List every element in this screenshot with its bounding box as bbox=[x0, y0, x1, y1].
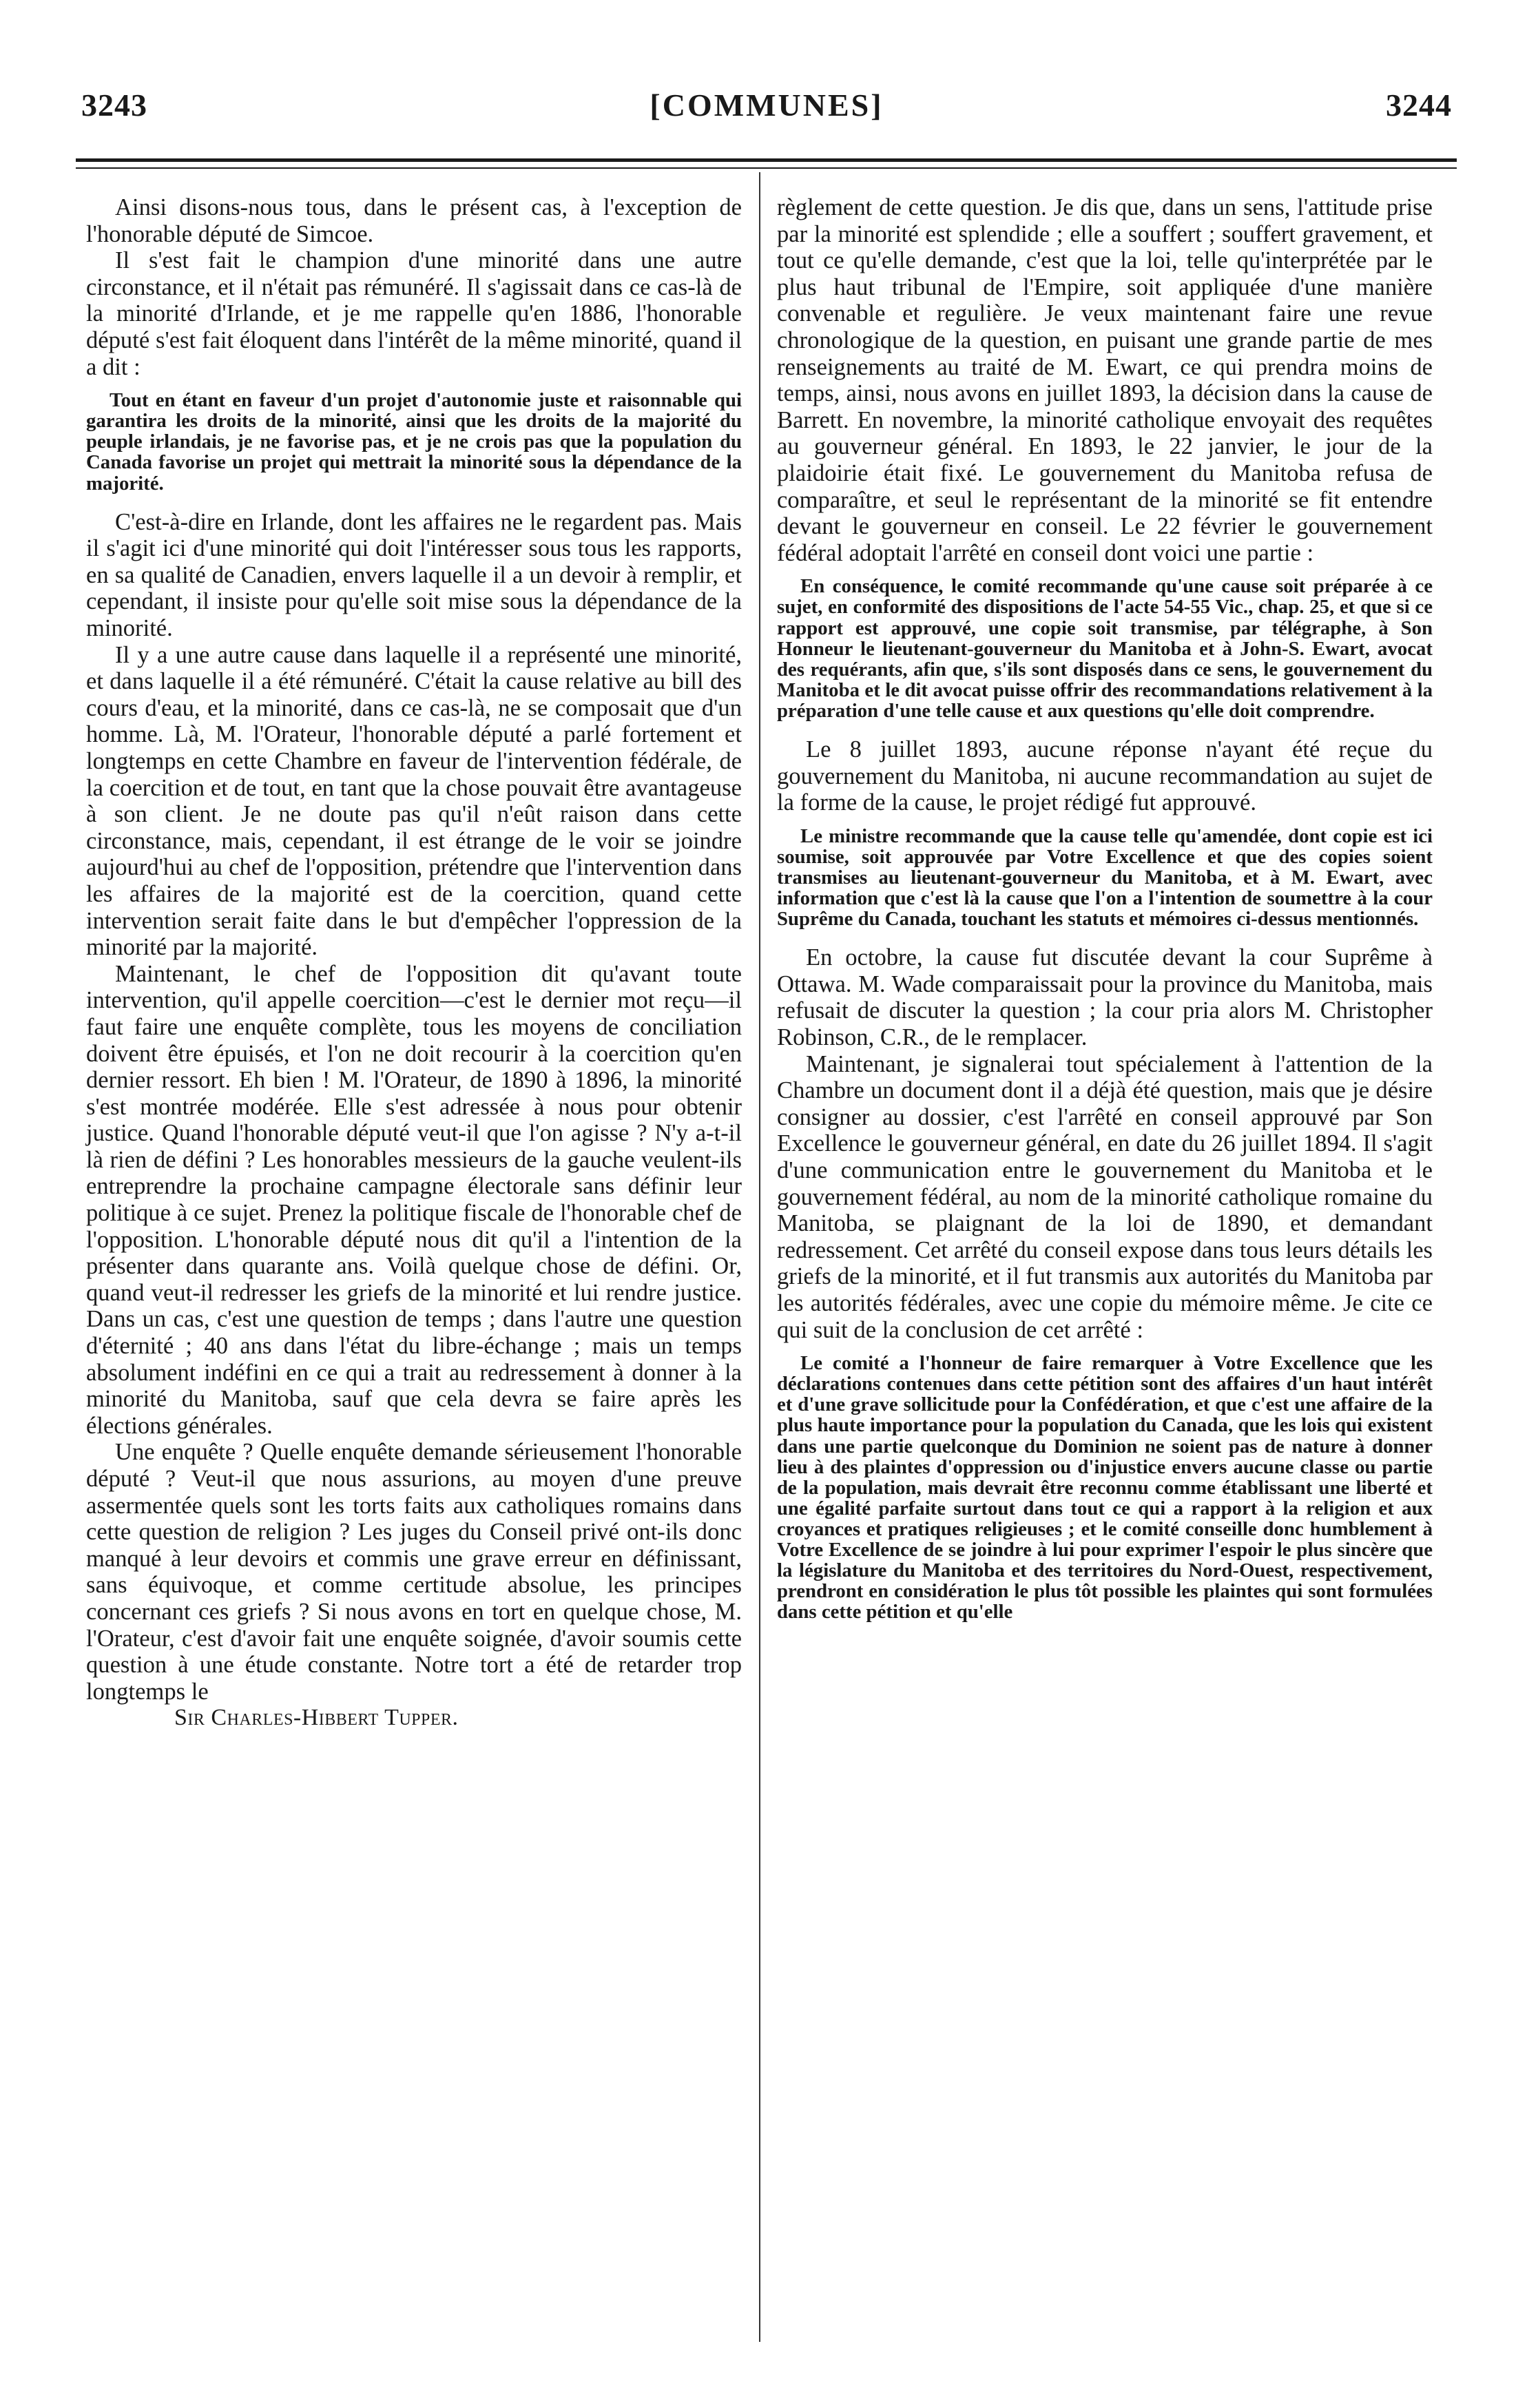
page-number-left: 3243 bbox=[81, 87, 147, 123]
paragraph: Ainsi disons-nous tous, dans le présent cas, à l'exception de l'honorable député de Simcoe. bbox=[86, 194, 742, 247]
header-rule-thin bbox=[76, 167, 1457, 169]
block-quote: En conséquence, le comité recommande qu'une cause soit préparée à ce sujet, en conformité des dispositions de l'acte 54-55 Vic., chap. 25, et que si ce rapport est approuvé, une copie soit transmise, par télégraphe, à Son Honneur le lieutenant-gouverneur du Manitoba et à John-S. Ewart, avocat des requérants, afin que, s'ils sont disposés dans ce sens, le gouvernement du Manitoba et le dit avocat puisse offrir des recommandations relativement à la préparation d'une telle cause et aux questions qu'elle doit comprendre. bbox=[777, 575, 1433, 722]
paragraph: Le 8 juillet 1893, aucune réponse n'ayant été reçue du gouvernement du Manitoba, ni aucune recommandation au sujet de la forme de la cause, le projet rédigé fut approuvé. bbox=[777, 736, 1433, 816]
paragraph: En octobre, la cause fut discutée devant la cour Suprême à Ottawa. M. Wade comparaissait pour la province du Manitoba, mais refusait de discuter la question ; la cour pria alors M. Christopher Robinson, C.R., de le remplacer. bbox=[777, 944, 1433, 1050]
paragraph: Maintenant, je signalerai tout spécialement à l'attention de la Chambre un document dont il a déjà été question, mais que je désire consigner au dossier, c'est l'arrêté en conseil approuvé par Son Excellence le gouverneur général, en date du 26 juillet 1894. Il s'agit d'une communication entre le gouvernement du Manitoba et le gouvernement fédéral, au nom de la minorité catholique romaine du Manitoba, se plaignant de la loi de 1890, et demandant redressement. Cet arrêté du conseil expose dans tous leurs détails les griefs de la minorité, et il fut transmis aux autorités du Manitoba par les autorités fédérales, avec une copie du mémoire même. Je cite ce qui suit de la conclusion de cet arrêté : bbox=[777, 1050, 1433, 1343]
block-quote: Tout en étant en faveur d'un projet d'autonomie juste et raisonnable qui garantira les droits de la minorité, ainsi que les droits de la majorité du peuple irlandais, je ne favorise pas, et je ne crois pas que la population du Canada favorise un projet qui mettrait la minorité sous la dépendance de la majorité. bbox=[86, 389, 742, 495]
left-column bbox=[86, 194, 742, 1731]
page-number-right: 3244 bbox=[1386, 87, 1452, 123]
speaker-signature: Sir Charles-Hibbert Tupper. bbox=[174, 1705, 459, 1731]
paragraph: Maintenant, le chef de l'opposition dit qu'avant toute intervention, qu'il appelle coercition—c'est le dernier mot reçu—il faut faire une enquête complète, tous les moyens de conciliation doivent être épuisés, et l'on ne doit recourir à la coercition qu'en dernier ressort. Eh bien ! M. l'Orateur, de 1890 à 1896, la minorité s'est montrée modérée. Elle s'est adressée à nous pour obtenir justice. Quand l'honorable député veut-il que l'on agisse ? N'y a-t-il là rien de défini ? Les honorables messieurs de la gauche veulent-ils entreprendre la prochaine campagne électorale sans définir leur politique à ce sujet. Prenez la politique fiscale de l'honorable chef de l'opposition. L'honorable député nous dit qu'il a l'intention de la présenter dans quarante ans. Voilà quelque chose de défini. Or, quand veut-il redresser les griefs de la minorité et lui rendre justice. Dans un cas, c'est une question de temps ; dans l'autre une question d'éternité ; 40 ans dans l'état du libre-échange ; mais un temps absolument indéfini en ce qui a trait au redressement à donner à la minorité du Manitoba, sauf que cela devra se faire après les élections générales. bbox=[86, 960, 742, 1439]
right-column bbox=[777, 194, 1433, 1622]
column-divider bbox=[759, 172, 760, 2342]
paragraph: règlement de cette question. Je dis que, dans un sens, l'attitude prise par la minorité est splendide ; elle a souffert ; souffert gravement, et tout ce qu'elle demande, c'est que la loi, telle qu'interprétée par le plus haut tribunal de l'Empire, soit appliquée d'une manière convenable et regulière. Je veux maintenant faire une revue chronologique de la question, en puisant une grande partie de mes renseignements au traité de M. Ewart, ce qui prendra moins de temps, ainsi, nous avons en juillet 1893, la décision dans la cause de Barrett. En novembre, la minorité catholique envoyait des requêtes au gouverneur général. En 1893, le 22 janvier, le jour de la plaidoirie était fixé. Le gouvernement du Manitoba refusa de comparaître, et seul le représentant de la minorité se fit entendre devant le gouverneur en conseil. Le 22 février le gouvernement fédéral adoptait l'arrêté en conseil dont voici une partie : bbox=[777, 194, 1433, 566]
paragraph: C'est-à-dire en Irlande, dont les affaires ne le regardent pas. Mais il s'agit ici d'une minorité qui doit l'intéresser sous tous les rapports, en sa qualité de Canadien, envers laquelle il a un devoir à remplir, et cependant, il insiste pour qu'elle soit mise sous la dépendance de la minorité. bbox=[86, 508, 742, 641]
paragraph: Une enquête ? Quelle enquête demande sérieusement l'honorable député ? Veut-il que nous assurions, au moyen d'une preuve assermentée quels sont les torts faits aux catholiques romains dans cette question de religion ? Les juges du Conseil privé ont-ils donc manqué à leur devoirs et commis une grave erreur en définissant, sans équivoque, et comme certitude absolue, les principes concernant ces griefs ? Si nous avons en tort en quelque chose, M. l'Orateur, c'est d'avoir fait une enquête soignée, d'avoir soumis cette question à une étude constante. Notre tort a été de retarder trop longtemps le bbox=[86, 1439, 742, 1705]
paragraph: Il s'est fait le champion d'une minorité dans une autre circonstance, et il n'était pas rémunéré. Il s'agissait dans ce cas-là de la minorité d'Irlande, et je me rappelle qu'en 1886, l'honorable député s'est fait éloquent dans l'intérêt de la même minorité, quand il a dit : bbox=[86, 247, 742, 380]
section-title: [COMMUNES] bbox=[650, 87, 884, 123]
block-quote: Le comité a l'honneur de faire remarquer à Votre Excellence que les déclarations contenues dans cette pétition sont des affaires d'un haut intérêt et d'une grave sollicitude pour la Confédération, et que c'est une affaire de la plus haute importance pour la population du Canada, que les lois qui existent dans une partie quelconque du Dominion ne soient pas de nature à donner lieu à des plaintes d'oppression ou d'injustice envers aucune classe ou partie de la population, mais devrait être reconnu comme établissant une liberté et une égalité parfaite surtout dans tout ce qui a rapport à la religion et aux croyances et pratiques religieuses ; et le comité conseille donc humblement à Votre Excellence de se joindre à lui pour exprimer l'espoir le plus sincère que la législature du Manitoba et des territoires du Nord-Ouest, respectivement, prendront en considération le plus tôt possible les plaintes qui sont formulées dans cette pétition et qu'elle bbox=[777, 1352, 1433, 1623]
header-rule-thick bbox=[76, 158, 1457, 162]
page-header bbox=[81, 77, 1452, 125]
block-quote: Le ministre recommande que la cause telle qu'amendée, dont copie est ici soumise, soit approuvée par Votre Excellence et que des copies soient transmises au lieutenant-gouverneur du Manitoba, et à M. Ewart, avec information que c'est là la cause que l'on a l'intention de soumettre à la cour Suprême du Canada, touchant les statuts et mémoires ci-dessus mentionnés. bbox=[777, 824, 1433, 931]
paragraph: Il y a une autre cause dans laquelle il a représenté une minorité, et dans laquelle il a été rémunéré. C'était la cause relative au bill des cours d'eau, et la minorité, dans ce cas-là, ne se composait que d'un homme. Là, M. l'Orateur, l'honorable député a parlé fortement et longtemps en cette Chambre en faveur de l'intervention fédérale, de la coercition et de tout, en tant que la chose pouvait être avantageuse à son client. Je ne doute pas qu'il n'eût raison dans cette circonstance, mais, cependant, il est étrange de le voir se joindre aujourd'hui au chef de l'opposition, prétendre que l'intervention dans les affaires de la majorité est de la coercition, quand cette intervention serait faite dans le but d'empêcher l'oppression de la minorité par la majorité. bbox=[86, 641, 742, 961]
